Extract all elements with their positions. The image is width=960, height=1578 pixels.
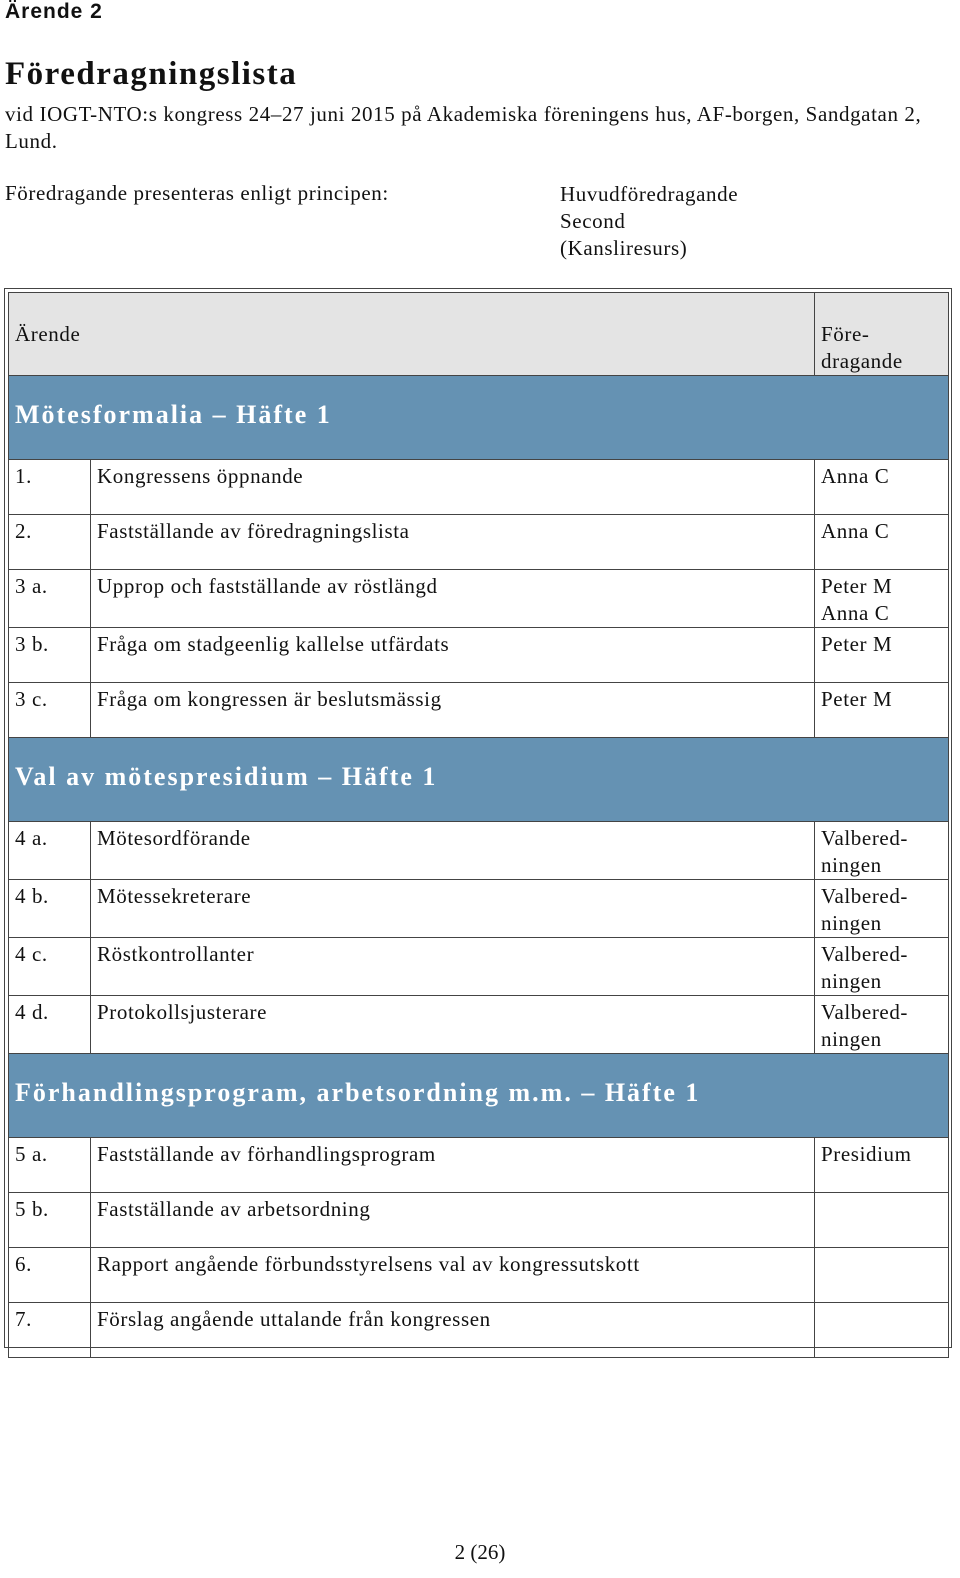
item-title: Rapport angående förbundsstyrelsens val av kongressutskott bbox=[91, 1248, 815, 1303]
item-title: Röstkontrollanter bbox=[91, 938, 815, 996]
item-title: Fastställande av arbetsordning bbox=[91, 1193, 815, 1248]
item-title: Fråga om kongressen är beslutsmässig bbox=[91, 683, 815, 738]
header-item: Ärende bbox=[9, 293, 815, 376]
item-number: 5 a. bbox=[9, 1138, 91, 1193]
item-number: 4 d. bbox=[9, 996, 91, 1054]
table-row bbox=[9, 570, 949, 628]
table-row bbox=[9, 683, 949, 738]
meeting-info: vid IOGT-NTO:s kongress 24–27 juni 2015 på Akademiska föreningens hus, AF-borgen, Sandgatan 2, Lund. bbox=[5, 102, 922, 153]
item-presenter bbox=[815, 683, 949, 738]
agenda-item-label: Ärende 2 bbox=[5, 0, 103, 23]
header-presenter-line2: dragande bbox=[821, 349, 903, 373]
legend-main-presenter: Huvudföredragande bbox=[560, 182, 739, 206]
item-title: Kongressens öppnande bbox=[91, 460, 815, 515]
agenda-table bbox=[8, 292, 949, 1358]
item-title: Upprop och fastställande av röstlängd bbox=[91, 570, 815, 628]
item-number: 4 b. bbox=[9, 880, 91, 938]
table-row bbox=[9, 460, 949, 515]
page-number: 2 (26) bbox=[454, 1540, 506, 1564]
item-number: 5 b. bbox=[9, 1193, 91, 1248]
presenter-line: Peter M bbox=[821, 632, 893, 656]
table-row bbox=[9, 996, 949, 1054]
item-number: 3 b. bbox=[9, 628, 91, 683]
item-title: Förslag angående uttalande från kongressen bbox=[91, 1303, 815, 1358]
item-title: Mötessekreterare bbox=[91, 880, 815, 938]
presenter-line: Valbered- bbox=[821, 826, 909, 850]
page-title: Föredragningslista bbox=[5, 56, 298, 92]
header-presenter-line1: Före- bbox=[821, 322, 870, 346]
section-title: Val av mötespresidium – Häfte 1 bbox=[9, 738, 949, 822]
item-number: 6. bbox=[9, 1248, 91, 1303]
presenter-line-2: ningen bbox=[821, 969, 882, 993]
table-row bbox=[9, 515, 949, 570]
item-title: Protokollsjusterare bbox=[91, 996, 815, 1054]
section-title: Förhandlingsprogram, arbetsordning m.m. – Häfte 1 bbox=[9, 1054, 949, 1138]
item-presenter bbox=[815, 996, 949, 1054]
table-row bbox=[9, 822, 949, 880]
section-header bbox=[9, 1054, 949, 1138]
item-title: Fråga om stadgeenlig kallelse utfärdats bbox=[91, 628, 815, 683]
presenter-line: Valbered- bbox=[821, 1000, 909, 1024]
presenter-line: Anna C bbox=[821, 464, 890, 488]
item-presenter bbox=[815, 515, 949, 570]
item-number: 1. bbox=[9, 460, 91, 515]
item-presenter bbox=[815, 822, 949, 880]
item-presenter bbox=[815, 1138, 949, 1193]
table-row bbox=[9, 1303, 949, 1358]
presenter-line-2: Anna C bbox=[821, 601, 890, 625]
item-number: 4 c. bbox=[9, 938, 91, 996]
section-title: Mötesformalia – Häfte 1 bbox=[9, 376, 949, 460]
header-presenter bbox=[815, 293, 949, 376]
presenter-line: Peter M bbox=[821, 574, 893, 598]
presenter-line-2: ningen bbox=[821, 911, 882, 935]
presenter-line-2: ningen bbox=[821, 1027, 882, 1051]
legend-office-resource: (Kansliresurs) bbox=[560, 236, 688, 260]
section-header bbox=[9, 738, 949, 822]
presenter-line: Valbered- bbox=[821, 884, 909, 908]
presenter-line: Peter M bbox=[821, 687, 893, 711]
presenter-line-2: ningen bbox=[821, 853, 882, 877]
item-number: 4 a. bbox=[9, 822, 91, 880]
item-number: 7. bbox=[9, 1303, 91, 1358]
item-presenter bbox=[815, 880, 949, 938]
agenda-table-frame bbox=[4, 288, 952, 1348]
item-presenter bbox=[815, 570, 949, 628]
item-number: 2. bbox=[9, 515, 91, 570]
presenter-line: Presidium bbox=[821, 1142, 912, 1166]
legend-second: Second bbox=[560, 209, 626, 233]
item-presenter bbox=[815, 1248, 949, 1303]
agenda-body bbox=[9, 376, 949, 1358]
table-row bbox=[9, 880, 949, 938]
presenter-line: Valbered- bbox=[821, 942, 909, 966]
item-title: Fastställande av föredragningslista bbox=[91, 515, 815, 570]
item-presenter bbox=[815, 938, 949, 996]
item-title: Mötesordförande bbox=[91, 822, 815, 880]
item-presenter bbox=[815, 1303, 949, 1358]
table-row bbox=[9, 1248, 949, 1303]
table-row bbox=[9, 1193, 949, 1248]
presenter-principle-text: Föredragande presenteras enligt principen: bbox=[5, 181, 389, 205]
table-row bbox=[9, 628, 949, 683]
presenter-line: Anna C bbox=[821, 519, 890, 543]
presenter-legend bbox=[560, 181, 738, 262]
item-presenter bbox=[815, 460, 949, 515]
item-number: 3 c. bbox=[9, 683, 91, 738]
item-presenter bbox=[815, 628, 949, 683]
item-title: Fastställande av förhandlingsprogram bbox=[91, 1138, 815, 1193]
section-header bbox=[9, 376, 949, 460]
table-row bbox=[9, 938, 949, 996]
table-row bbox=[9, 1138, 949, 1193]
item-presenter bbox=[815, 1193, 949, 1248]
item-number: 3 a. bbox=[9, 570, 91, 628]
